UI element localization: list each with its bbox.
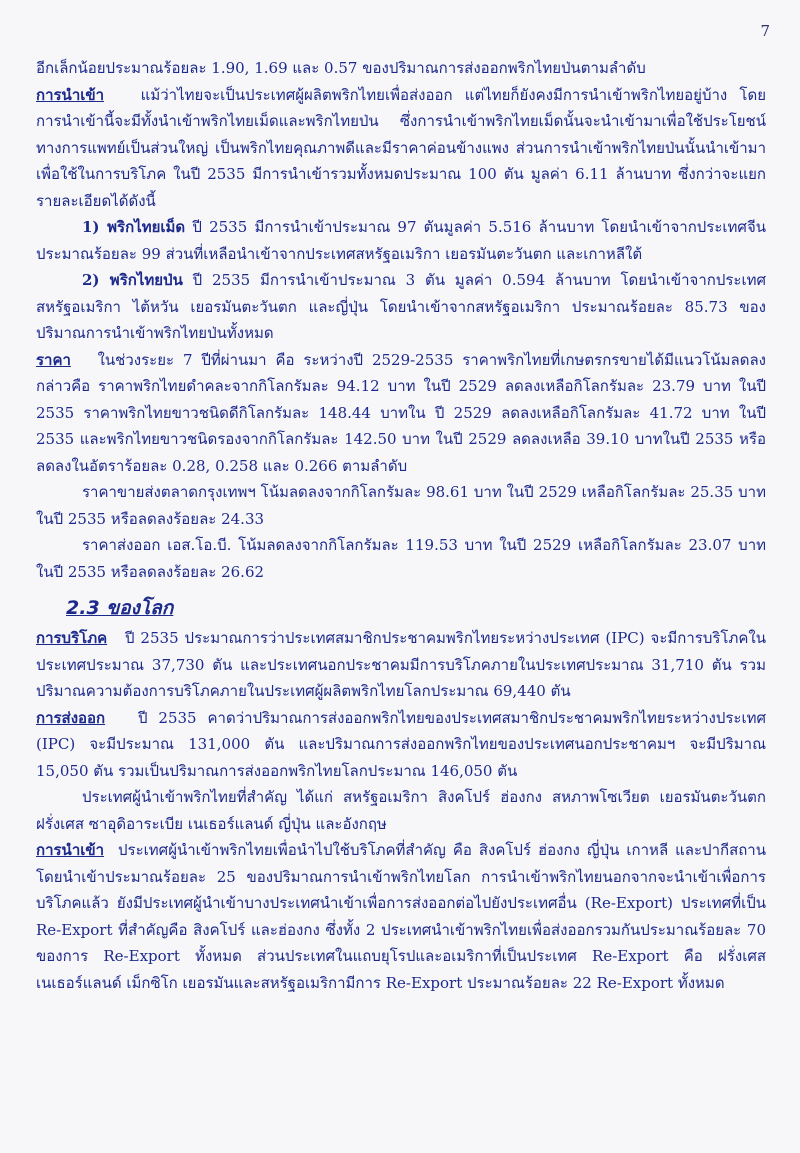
continuation-paragraph: อีกเล็กน้อยประมาณร้อยละ 1.90, 1.69 และ 0.57 ของปริมาณการส่งออกพริกไทยป่นตามลำดับ [36,59,646,77]
imports-thai-paragraph [36,82,766,215]
document-body [36,55,766,996]
ground-pepper-heading: 2) พริกไทยป่น [82,271,183,289]
world-imports-text: ประเทศผู้นำเข้าพริกไทยเพื่อนำไปใช้บริโภคที่สำคัญ คือ สิงคโปร์ ฮ่องกง ญี่ปุ่น เกาหลี และปากีสถาน โดยนำเข้าประมาณร้อยละ 25 ของปริมาณการนำเข้าพริกไทยโลก การนำเข้าพริกไทยนอกจากจะนำเข้าเพื่อการบริโภคแล้ว ยังมีประเทศผู้นำเข้าบางประเทศนำเข้าเพื่อการส่งออกต่อไปยังประเทศอื่น (Re-Export) ประเทศที่เป็น Re-Export ที่สำคัญคือ สิงคโปร์ และฮ่องกง ซึ่งทั้ง 2 ประเทศนำเข้าพริกไทยเพื่อส่งออกรวมกันประมาณร้อยละ 70 ของการ Re-Export ทั้งหมด ส่วนประเทศในแถบยุโรปและอเมริกาที่เป็นประเทศ Re-Export คือ ฝรั่งเศส เนเธอร์แลนด์ เม็กซิโก เยอรมันและสหรัฐอเมริกามีการ Re-Export ประมาณร้อยละ 22 Re-Export ทั้งหมด [36,841,766,992]
page-number: 7 [760,22,770,40]
price-heading: ราคา [36,350,71,369]
whole-pepper-paragraph [36,214,766,267]
export-heading: การส่งออก [36,708,106,727]
imports-heading: การนำเข้า [36,85,105,104]
consumption-text: ปี 2535 ประมาณการว่าประเทศสมาชิกประชาคมพริกไทยระหว่างประเทศ (IPC) จะมีการบริโภคในประเทศประมาณ 37,730 ตัน และประเทศนอกประชาคมมีการบริโภคภายในประเทศประมาณ 31,710 ตัน รวมปริมาณความต้องการบริโภคภายในประเทศผู้ผลิตพริกไทยโลกประมาณ 69,440 ตัน [36,629,766,700]
importers-paragraph: ประเทศผู้นำเข้าพริกไทยที่สำคัญ ได้แก่ สหรัฐอเมริกา สิงคโปร์ ฮ่องกง สหภาพโซเวียต เยอรมันตะวันตก ฝรั่งเศส ซาอุดิอาระเบีย เนเธอร์แลนด์ ญี่ปุ่น และอังกฤษ [36,788,766,833]
ground-pepper-text: ปี 2535 มีการนำเข้าประมาณ 3 ตัน มูลค่า 0.594 ล้านบาท โดยนำเข้าจากประเทศสหรัฐอเมริกา ไต้หวัน เยอรมันตะวันตก และญี่ปุ่น โดยนำเข้าจากสหรัฐอเมริกา ประมาณร้อยละ 85.73 ของปริมาณการนำเข้าพริกไทยป่นทั้งหมด [36,271,766,342]
price-text: ในช่วงระยะ 7 ปีที่ผ่านมา คือ ระหว่างปี 2529-2535 ราคาพริกไทยที่เกษตรกรขายได้มีแนวโน้มลดลง กล่าวคือ ราคาพริกไทยดำคละจากกิโลกรัมละ 94.12 บาท ในปี 2529 ลดลงเหลือกิโลกรัมละ 23.79 บาท ในปี 2535 ราคาพริกไทยขาวชนิดดีกิโลกรัมละ 148.44 บาทใน ปี 2529 ลดลงเหลือกิโลกรัมละ 41.72 บาท ในปี 2535 และพริกไทยขาวชนิดรองจากกิโลกรัมละ 142.50 บาท ในปี 2529 ลดลงเหลือ 39.10 บาทในปี 2535 หรือลดลงในอัตราร้อยละ 0.28, 0.258 และ 0.266 ตามลำดับ [36,350,766,475]
section-title: 2.3 ของโลก [66,597,174,619]
consumption-paragraph [36,625,766,705]
consumption-heading: การบริโภค [36,629,108,647]
whole-pepper-heading: 1) พริกไทยเม็ด [82,218,186,236]
export-text: ปี 2535 คาดว่าปริมาณการส่งออกพริกไทยของประเทศสมาชิกประชาคมพริกไทยระหว่างประเทศ (IPC) จะมีประมาณ 131,000 ตัน และปริมาณการส่งออกพริกไทยของประเทศนอกประชาคมฯ จะมีปริมาณ 15,050 ตัน รวมเป็นปริมาณการส่งออกพริกไทยโลกประมาณ 146,050 ตัน [36,708,766,780]
whole-pepper-text: ปี 2535 มีการนำเข้าประมาณ 97 ตันมูลค่า 5.516 ล้านบาท โดยนำเข้าจากประเทศจีนประมาณร้อยละ 99 ส่วนที่เหลือนำเข้าจากประเทศสหรัฐอเมริกา เยอรมันตะวันตก และเกาหลีใต้ [36,218,766,263]
price-paragraph [36,347,766,480]
ground-pepper-paragraph [36,267,766,347]
export-price-paragraph: ราคาส่งออก เอส.โอ.บี. โน้มลดลงจากกิโลกรัมละ 119.53 บาท ในปี 2529 เหลือกิโลกรัมละ 23.07 บาท ในปี 2535 หรือลดลงร้อยละ 26.62 [36,536,766,581]
bangkok-price-paragraph: ราคาขายส่งตลาดกรุงเทพฯ โน้มลดลงจากกิโลกรัมละ 98.61 บาท ในปี 2529 เหลือกิโลกรัมละ 25.35 บาท ในปี 2535 หรือลดลงร้อยละ 24.33 [36,483,766,528]
world-imports-heading: การนำเข้า [36,841,105,859]
world-imports-paragraph [36,837,766,996]
export-paragraph [36,705,766,785]
imports-text: แม้ว่าไทยจะเป็นประเทศผู้ผลิตพริกไทยเพื่อส่งออก แต่ไทยก็ยังคงมีการนำเข้าพริกไทยอยู่บ้าง โดยการนำเข้านี้จะมีทั้งนำเข้าพริกไทยเม็ดและพริกไทยป่น ซึ่งการนำเข้าพริกไทยเม็ดนั้นจะนำเข้ามาเพื่อใช้ประโยชน์ทางการแพทย์เป็นส่วนใหญ่ เป็นพริกไทยคุณภาพดีและมีราคาค่อนข้างแพง ส่วนการนำเข้าพริกไทยป่นนั้นนำเข้ามาเพื่อใช้ในการบริโภค ในปี 2535 มีการนำเข้ารวมทั้งหมดประมาณ 100 ตัน มูลค่า 6.11 ล้านบาท ซึ่งกว่าจะแยกรายละเอียดได้ดังนี้ [36,85,766,210]
